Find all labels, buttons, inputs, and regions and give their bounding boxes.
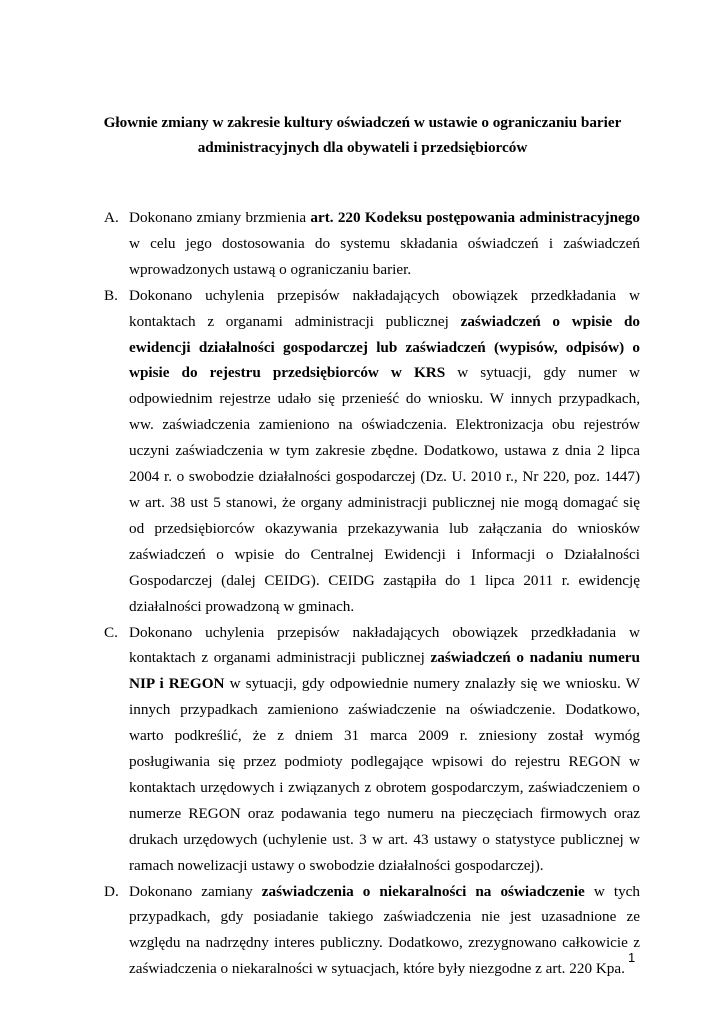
- list-item-text: [129, 283, 640, 620]
- title-line-2: administracyjnych dla obywateli i przedsiębiorców: [197, 139, 528, 156]
- item-text-regular: Dokonano uchylenia przepisów nakładających obowiązek przedkładania w kontaktach z organami administracji publicznej: [129, 623, 640, 667]
- item-text-bold: art. 220 Kodeksu postępowania administracyjnego: [310, 209, 640, 226]
- item-text-regular: w celu jego dostosowania do systemu składania oświadczeń i zaświadczeń wprowadzonych ustawą o ograniczaniu barier.: [129, 234, 640, 278]
- list-item-c: [104, 620, 640, 879]
- list-item-text: [129, 205, 640, 283]
- item-text-regular: w sytuacji, gdy numer w odpowiednim rejestrze udało się przenieść do wniosku. W innych przypadkach, ww. zaświadczenia zamieniono na oświadczenia. Elektronizacja obu rejestrów uczyni zaświadczenia w tym zakresie zbędne. Dodatkowo, ustawa z dnia 2 lipca 2004 r. o swobodzie działalności gospodarczej (Dz. U. 2010 r., Nr 220, poz. 1447) w art. 38 ust 5 stanowi, że organy administracji publicznej nie mogą domagać się od przedsiębiorców okazywania przekazywania lub załączania do wniosków zaświadczeń o wpisie do Centralnej Ewidencji i Informacji o Działalności Gospodarczej (dalej CEIDG). CEIDG zastąpiła do 1 lipca 2011 r. ewidencję działalności prowadzoną w gminach.: [129, 364, 640, 615]
- list-item-a: [104, 205, 640, 283]
- document-title: [90, 110, 635, 160]
- list-item-text: [129, 879, 640, 983]
- list-marker: B.: [104, 286, 118, 304]
- list-item-text: [129, 620, 640, 879]
- list-item-b: [104, 283, 640, 620]
- item-text-regular: w sytuacji, gdy odpowiednie numery znalazły się we wniosku. W innych przypadkach zamieniono zaświadczenie na oświadczenie. Dodatkowo, warto podkreślić, że z dniem 31 marca 2009 r. zniesiony został wymóg posługiwania się przez podmioty podlegające wpisowi do rejestru REGON w kontaktach urzędowych i związanych z obrotem gospodarczym, zaświadczeniem o numerze REGON oraz podawania tego numeru na pieczęciach firmowych oraz drukach urzędowych (uchylenie ust. 3 w art. 43 ustawy o statystyce publicznej w ramach nowelizacji ustawy o swobodzie działalności gospodarczej).: [129, 675, 640, 874]
- title-line-1: Głownie zmiany w zakresie kultury oświadczeń w ustawie o ograniczaniu barier: [103, 114, 622, 131]
- item-text-bold: zaświadczeń o nadaniu numeru NIP i REGON: [129, 649, 640, 693]
- list-marker: D.: [104, 882, 119, 900]
- list-marker: C.: [104, 623, 118, 641]
- item-text-regular: w tych przypadkach, gdy posiadanie takiego zaświadczenia nie jest uzasadnione ze względu na nadrzędny interes publiczny. Dodatkowo, zrezygnowano całkowicie z zaświadczenia o niekaralności w sytuacjach, które były niezgodne z art. 220 Kpa.: [129, 882, 640, 978]
- list-marker: A.: [104, 209, 119, 226]
- item-text-bold: zaświadczeń o wpisie do ewidencji działalności gospodarczej lub zaświadczeń (wypisów, odpisów) o wpisie do rejestru przedsiębiorców w KRS: [129, 312, 641, 382]
- list-item-d: [104, 879, 640, 983]
- changes-list: [104, 205, 640, 982]
- page-number: 1: [628, 950, 636, 965]
- item-text-regular: Dokonano zmiany brzmienia: [129, 209, 311, 226]
- item-text-regular: Dokonano zamiany: [129, 882, 262, 900]
- item-text-bold: zaświadczenia o niekaralności na oświadczenie: [261, 882, 585, 900]
- item-text-regular: Dokonano uchylenia przepisów nakładających obowiązek przedkładania w kontaktach z organami administracji publicznej: [129, 286, 640, 330]
